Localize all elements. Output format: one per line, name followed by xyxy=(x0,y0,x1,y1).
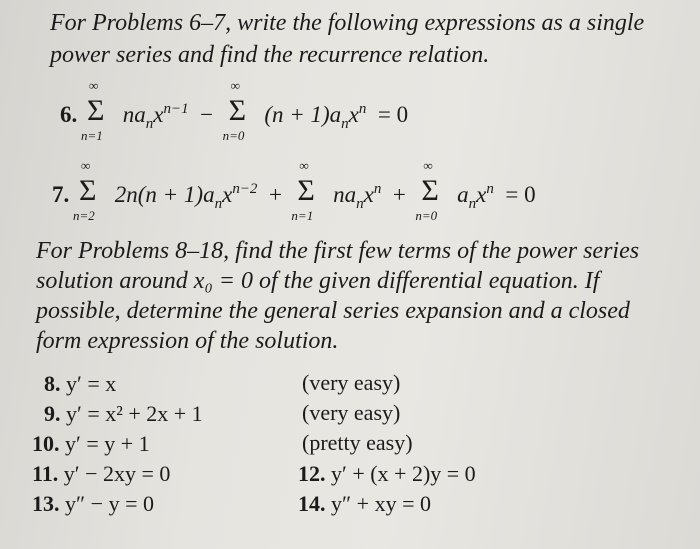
subscript: n xyxy=(356,196,364,212)
equation-7 xyxy=(52,158,536,223)
problem-equation: y′ = x xyxy=(66,371,117,396)
problem-11 xyxy=(32,460,170,488)
heading-problems-6-7-line1: For Problems 6–7, write the following expressions as a single xyxy=(50,10,645,36)
problem-number: 12. xyxy=(298,461,326,486)
problem-8 xyxy=(44,370,116,398)
summation-symbol: ∞ Σ n=1 xyxy=(81,78,105,143)
sum-upper-limit: ∞ xyxy=(423,158,433,173)
term: x xyxy=(476,182,487,207)
summation-symbol: ∞ Σ n=2 xyxy=(73,158,97,223)
problem-9 xyxy=(44,400,203,428)
problem-equation: y′ + (x + 2)y = 0 xyxy=(331,461,476,486)
problem-number: 14. xyxy=(298,491,326,516)
sum-lower-limit: n=0 xyxy=(222,128,245,143)
term: x xyxy=(153,102,164,127)
operator: + xyxy=(392,182,406,207)
exponent: n−2 xyxy=(232,181,258,197)
summation-symbol: ∞ Σ n=0 xyxy=(222,78,247,143)
problem-number-6: 6. xyxy=(60,102,78,127)
term: x xyxy=(222,182,233,207)
heading-problems-8-18-line1: For Problems 8–18, find the first few terms of the power series xyxy=(36,238,640,264)
problem-number: 10. xyxy=(32,431,60,456)
heading-problems-8-18-line4: form expression of the solution. xyxy=(36,328,339,354)
sum-upper-limit: ∞ xyxy=(230,78,240,93)
sum-lower-limit: n=0 xyxy=(415,208,438,223)
term: a xyxy=(457,182,469,207)
heading-problems-6-7-line2: power series and find the recurrence relation. xyxy=(50,42,490,68)
exponent: n xyxy=(486,181,494,197)
problem-equation: y′ − 2xy = 0 xyxy=(63,461,171,486)
subscript: n xyxy=(214,196,223,212)
summation-symbol: ∞ Σ n=0 xyxy=(415,158,439,223)
problem-equation: y′ = x² + 2x + 1 xyxy=(66,401,203,426)
problem-number: 8. xyxy=(44,371,61,396)
problem-13 xyxy=(32,490,154,518)
equals-zero: = 0 xyxy=(505,182,536,207)
exponent: n xyxy=(373,181,382,197)
term: 2n(n + 1)a xyxy=(114,182,215,207)
sum-lower-limit: n=2 xyxy=(73,208,95,223)
heading-problems-8-18-line3: possible, determine the general series expansion and a closed xyxy=(36,298,630,324)
exponent: n−1 xyxy=(163,101,189,117)
problem-equation: y′ = y + 1 xyxy=(65,431,150,456)
term: x xyxy=(363,182,374,207)
problem-equation: y″ + xy = 0 xyxy=(331,491,431,516)
problem-12 xyxy=(298,460,476,488)
term: (n + 1)a xyxy=(264,102,342,127)
sum-upper-limit: ∞ xyxy=(89,78,99,93)
problem-number-7: 7. xyxy=(52,182,70,207)
sum-lower-limit: n=1 xyxy=(291,208,314,223)
problem-9-difficulty: (very easy) xyxy=(302,400,401,425)
problem-10-difficulty: (pretty easy) xyxy=(302,430,413,455)
heading-problems-8-18-line2: solution around x₀ = 0 of the given differential equation. If xyxy=(36,268,600,294)
term: na xyxy=(122,102,146,127)
operator: − xyxy=(200,102,214,127)
equation-6 xyxy=(60,78,409,143)
term: x xyxy=(348,102,359,127)
sum-upper-limit: ∞ xyxy=(81,158,91,173)
problem-14 xyxy=(298,490,431,518)
problem-number: 11. xyxy=(32,461,59,486)
problem-equation: y″ − y = 0 xyxy=(65,491,154,516)
exponent: n xyxy=(358,101,367,117)
sum-lower-limit: n=1 xyxy=(81,128,103,143)
problem-8-difficulty: (very easy) xyxy=(302,370,401,395)
problem-number: 9. xyxy=(44,401,61,426)
term: na xyxy=(333,182,357,207)
subscript: n xyxy=(468,196,477,212)
sum-upper-limit: ∞ xyxy=(299,158,309,173)
equals-zero: = 0 xyxy=(377,102,409,127)
subscript: n xyxy=(341,116,349,132)
problem-10 xyxy=(32,430,150,458)
summation-symbol: ∞ Σ n=1 xyxy=(291,158,315,223)
subscript: n xyxy=(145,116,154,132)
problem-number: 13. xyxy=(32,491,60,516)
operator: + xyxy=(268,182,282,207)
